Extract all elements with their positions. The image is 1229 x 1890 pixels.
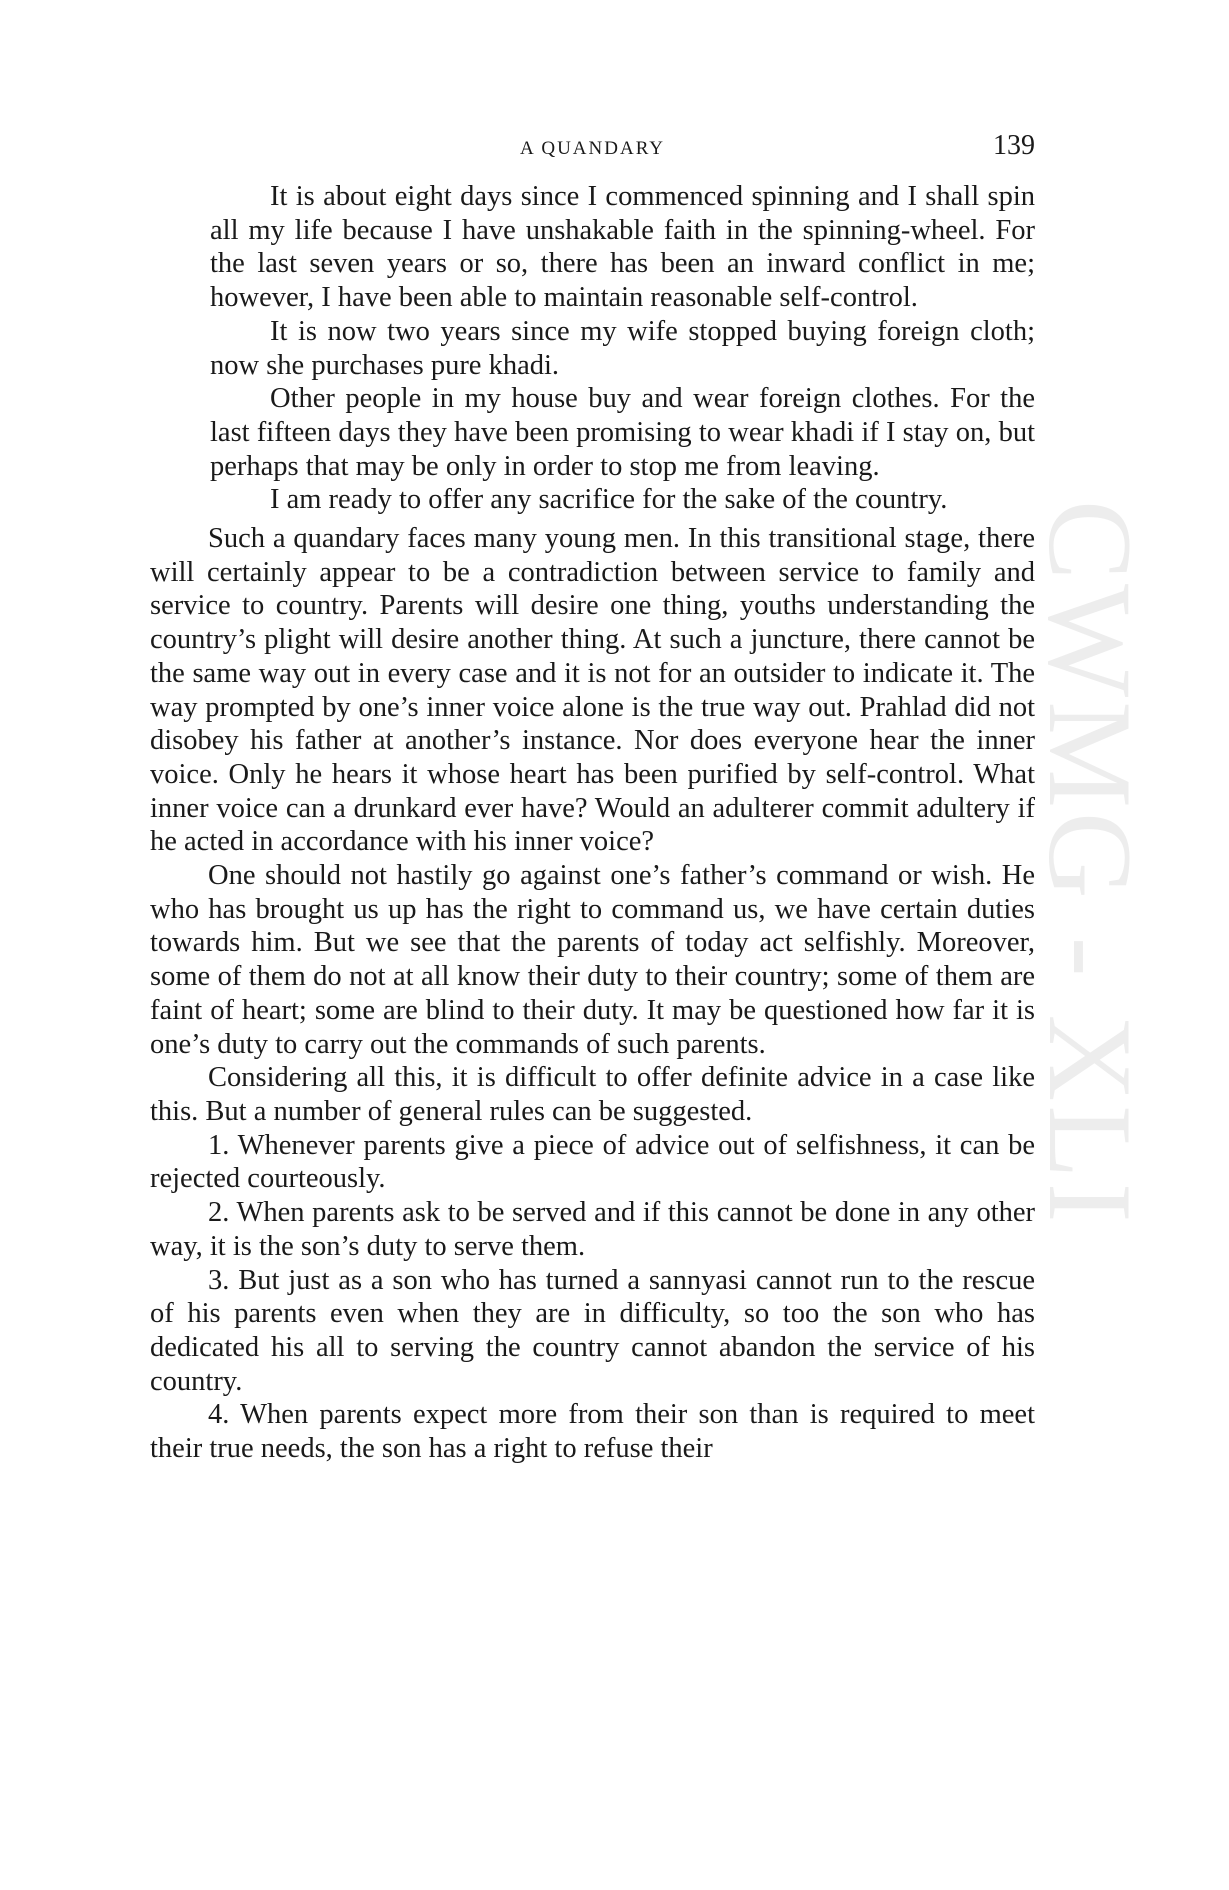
body-paragraph: Such a quandary faces many young men. In this transitional stage, there will certainly appear to be a contradiction between service to family and service to country. Parents will desire one thing, youths understanding the country’s plight will desire another thing. At such a juncture, there cannot be the same way out in every case and it is not for an outsider to indicate it. The way prompted by one’s inner voice alone is the true way out. Prahlad did not disobey his father at another’s instance. Nor does everyone hear the inner voice. Only he hears it whose heart has been purified by self-control. What inner voice can a drunkard ever have? Would an adulterer commit adultery if he acted in accordance with his inner voice? <box>150 523 1035 858</box>
rule-item: 1. Whenever parents give a piece of advice out of selfishness, it can be rejected courteously. <box>150 1129 1035 1195</box>
watermark <box>1024 500 1170 1400</box>
rule-item: 2. When parents ask to be served and if this cannot be done in any other way, it is the son’s duty to serve them. <box>150 1197 1035 1262</box>
rule-item: 4. When parents expect more from their son than is required to meet their true needs, the son has a right to refuse their <box>150 1399 1035 1465</box>
body-paragraph: Considering all this, it is difficult to offer definite advice in a case like this. But a number of general rules can be suggested. <box>150 1062 1035 1127</box>
text-block <box>150 180 1035 1466</box>
body-paragraph: One should not hastily go against one’s father’s command or wish. He who has brought us up has the right to command us, we have certain duties towards him. But we see that the parents of today act selfishly. Moreover, some of them do not at all know their duty to their country; some of them are faint of heart; some are blind to their duty. It may be questioned how far it is one’s duty to carry out the commands of such parents. <box>150 860 1035 1060</box>
letter-paragraph: Other people in my house buy and wear foreign clothes. For the last fifteen days they have been promising to wear khadi if I stay on, but perhaps that may be only in order to stop me from leaving. <box>210 383 1035 482</box>
page-number: 139 <box>993 130 1035 161</box>
running-head: A QUANDARY <box>519 138 666 159</box>
letter-paragraph: It is about eight days since I commenced spinning and I shall spin all my life because I have unshakable faith in the spinning-wheel. For the last seven years or so, there has been an inward conflict in me; however, I have been able to maintain reasonable self-control. <box>210 181 1035 314</box>
letter-paragraph: I am ready to offer any sacrifice for the sake of the country. <box>270 484 948 516</box>
page-header <box>150 130 1035 166</box>
letter-paragraph: It is now two years since my wife stopped buying foreign cloth; now she purchases pure khadi. <box>210 315 1035 381</box>
rule-item: 3. But just as a son who has turned a sannyasi cannot run to the rescue of his parents even when they are in difficulty, so too the son who has dedicated his all to serving the country cannot abandon the service of his country. <box>150 1264 1035 1397</box>
watermark-text: CWMG - XLI <box>1024 500 1157 1227</box>
